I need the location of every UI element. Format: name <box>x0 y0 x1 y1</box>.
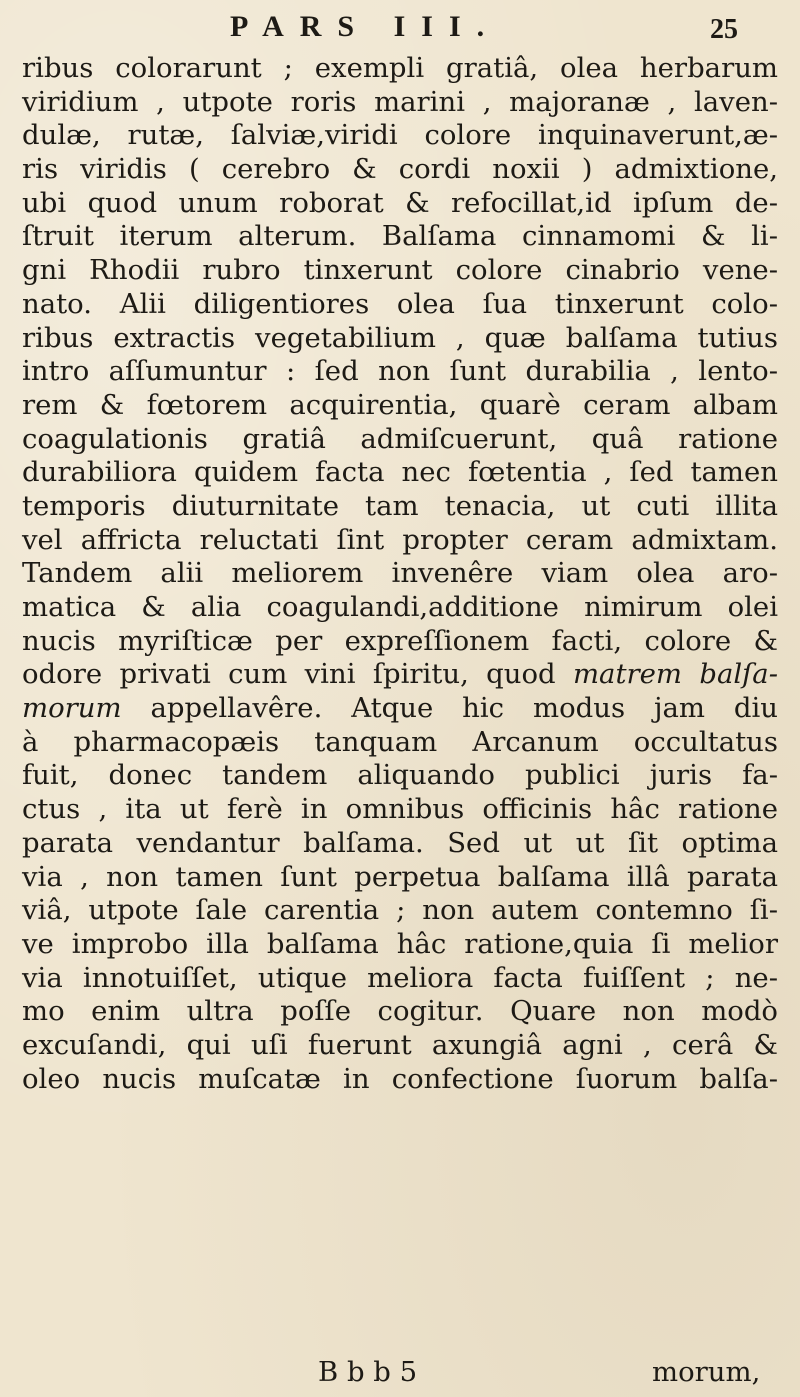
text-line: odore privati cum vini ſpiritu, quod matrem balſa- <box>22 658 778 691</box>
text-line: vel affricta reluctati ſint propter ceram admixtam. <box>22 523 778 556</box>
page-number: 25 <box>710 14 738 45</box>
text-line: ctus , ita ut ferè in omnibus officinis hâc ratione <box>22 793 778 826</box>
text-line: fuit, donec tandem aliquando publici juris fa- <box>22 759 778 792</box>
italic-term: morum <box>22 692 122 725</box>
text-line: temporis diuturnitate tam tenacia, ut cuti illita <box>22 489 778 522</box>
running-title: PARS III. <box>230 10 501 43</box>
text-line: nucis myriſticæ per expreſſionem facti, colore & <box>22 624 778 657</box>
catchword: morum, <box>652 1356 761 1388</box>
text-line: ſtruit iterum alterum. Balſama cinnamomi & li- <box>22 220 778 253</box>
text-line: ribus colorarunt ; exempli gratiâ, olea herbarum <box>22 52 778 84</box>
text-line: durabiliora quidem facta nec fœtentia , ſed tamen <box>22 456 778 489</box>
text-line: à pharmacopæis tanquam Arcanum occultatus <box>22 725 778 758</box>
text-line: oleo nucis muſcatæ in confectione ſuorum balſa- <box>22 1062 778 1095</box>
text-line: gni Rhodii rubro tinxerunt colore cinabrio vene- <box>22 254 778 287</box>
text-line: mo enim ultra poſſe cogitur. Quare non modò <box>22 995 778 1028</box>
text-line: dulæ, rutæ, ſalviæ,viridi colore inquinaverunt,æ- <box>22 119 778 152</box>
text-line: intro aſſumuntur : ſed non ſunt durabilia , lento- <box>22 355 778 388</box>
text-line: matica & alia coagulandi,additione nimirum olei <box>22 591 778 623</box>
text-line: rem & fœtorem acquirentia, quarè ceram albam <box>22 388 778 421</box>
text-line: viridium , utpote roris marini , majoranæ , laven- <box>22 85 778 118</box>
text-line: Tandem alii meliorem invenêre viam olea aro- <box>22 557 778 590</box>
text-line: ve improbo illa balſama hâc ratione,quia ſi melior <box>22 927 778 960</box>
running-head <box>0 4 800 50</box>
body-text <box>22 52 778 1096</box>
text-line: morum appellavêre. Atque hic modus jam diu <box>22 692 778 725</box>
text-line: ris viridis ( cerebro & cordi noxii ) admixtione, <box>22 153 778 186</box>
italic-term: matrem balſa- <box>572 658 778 691</box>
text-line: via , non tamen ſunt perpetua balſama illâ parata <box>22 860 778 893</box>
signature-mark: B b b 5 <box>318 1356 418 1388</box>
text-line: viâ, utpote ſale carentia ; non autem contemno ſi- <box>22 894 778 927</box>
text-line: ubi quod unum roborat & refocillat,id ipſum de- <box>22 186 778 219</box>
text-line: excuſandi, qui uſi fuerunt axungiâ agni , cerâ & <box>22 1028 778 1061</box>
page-footer <box>0 1354 800 1390</box>
text-line: via innotuiſſet, utique meliora facta fuiſſent ; ne- <box>22 961 778 994</box>
text-line: ribus extractis vegetabilium , quæ balſama tutius <box>22 321 778 354</box>
text-line: parata vendantur balſama. Sed ut ut ſit optima <box>22 826 778 859</box>
text-line: coagulationis gratiâ admiſcuerunt, quâ ratione <box>22 422 778 455</box>
text-line: nato. Alii diligentiores olea ſua tinxerunt colo- <box>22 287 778 320</box>
